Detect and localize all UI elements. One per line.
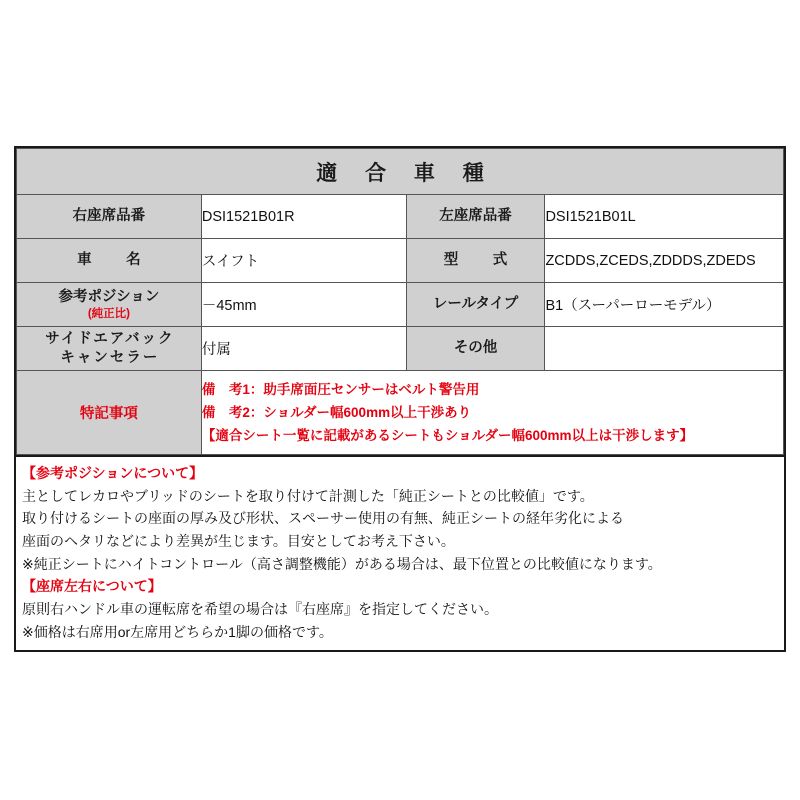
footer-note-line: 取り付けるシートの座面の厚み及び形状、スペーサー使用の有無、純正シートの経年劣化による bbox=[22, 510, 624, 527]
side-airbag-canceller-line1: サイドエアバック bbox=[45, 331, 175, 348]
reference-position-main-text: 参考ポジション bbox=[58, 288, 160, 305]
special-note-line: 備 考2：ショルダー幅600mm以上干渉あり bbox=[201, 404, 472, 420]
table-title-row bbox=[17, 149, 784, 195]
footer-notes bbox=[16, 455, 784, 650]
footer-note-line: ※価格は右席用or左席用どちらか1脚の価格です。 bbox=[22, 623, 333, 640]
footer-heading-reference-position: 【参考ポジションについて】 bbox=[22, 465, 204, 481]
table-row bbox=[17, 283, 784, 327]
row-value-reference-position: －45mm bbox=[201, 283, 406, 327]
table-title: 適 合 車 種 bbox=[17, 149, 784, 195]
row-value-other bbox=[545, 327, 784, 371]
row-label-side-airbag-canceller bbox=[17, 327, 202, 371]
table-row bbox=[17, 239, 784, 283]
row-label-vehicle-name: 車 名 bbox=[17, 239, 202, 283]
compatibility-sheet bbox=[14, 146, 786, 652]
row-value-right-seat-part-number: DSI1521B01R bbox=[201, 195, 406, 239]
row-label-left-seat-part-number: 左座席品番 bbox=[406, 195, 545, 239]
footer-note-line: 原則右ハンドル車の運転席を希望の場合は『右座席』を指定してください。 bbox=[22, 601, 498, 618]
row-value-special-notes bbox=[201, 371, 783, 455]
table-row-special-notes bbox=[17, 371, 784, 455]
special-note-line: 備 考1：助手席面圧センサーはベルト警告用 bbox=[201, 381, 480, 397]
table-row bbox=[17, 195, 784, 239]
row-value-model-code: ZCDDS,ZCEDS,ZDDDS,ZDEDS bbox=[545, 239, 784, 283]
vehicle-compatibility-table bbox=[16, 148, 784, 455]
row-value-rail-type: B1（スーパーローモデル） bbox=[545, 283, 784, 327]
row-value-side-airbag-canceller: 付属 bbox=[201, 327, 406, 371]
side-airbag-canceller-line2: キャンセラー bbox=[60, 349, 160, 366]
row-label-special-notes: 特記事項 bbox=[17, 371, 202, 455]
footer-note-line: ※純正シートにハイトコントロール（高さ調整機能）がある場合は、最下位置との比較値になります。 bbox=[22, 555, 662, 572]
footer-heading-seat-side: 【座席左右について】 bbox=[22, 578, 162, 595]
row-label-right-seat-part-number: 右座席品番 bbox=[17, 195, 202, 239]
footer-note-line: 主としてレカロやブリッドのシートを取り付けて計測した「純正シートとの比較値」です。 bbox=[22, 487, 594, 504]
row-label-other: その他 bbox=[406, 327, 545, 371]
special-note-line: 【適合シート一覧に記載があるシートもショルダー幅600mm以上は干渉します】 bbox=[201, 428, 694, 444]
row-value-left-seat-part-number: DSI1521B01L bbox=[545, 195, 784, 239]
footer-note-line: 座面のヘタリなどにより差異が生じます。目安としてお考え下さい。 bbox=[22, 533, 455, 550]
row-value-vehicle-name: スイフト bbox=[201, 239, 406, 283]
row-label-reference-position bbox=[17, 283, 202, 327]
row-label-rail-type: レールタイプ bbox=[406, 283, 545, 327]
reference-position-note-text: (純正比) bbox=[87, 307, 130, 320]
row-label-model-code: 型 式 bbox=[406, 239, 545, 283]
table-row bbox=[17, 327, 784, 371]
